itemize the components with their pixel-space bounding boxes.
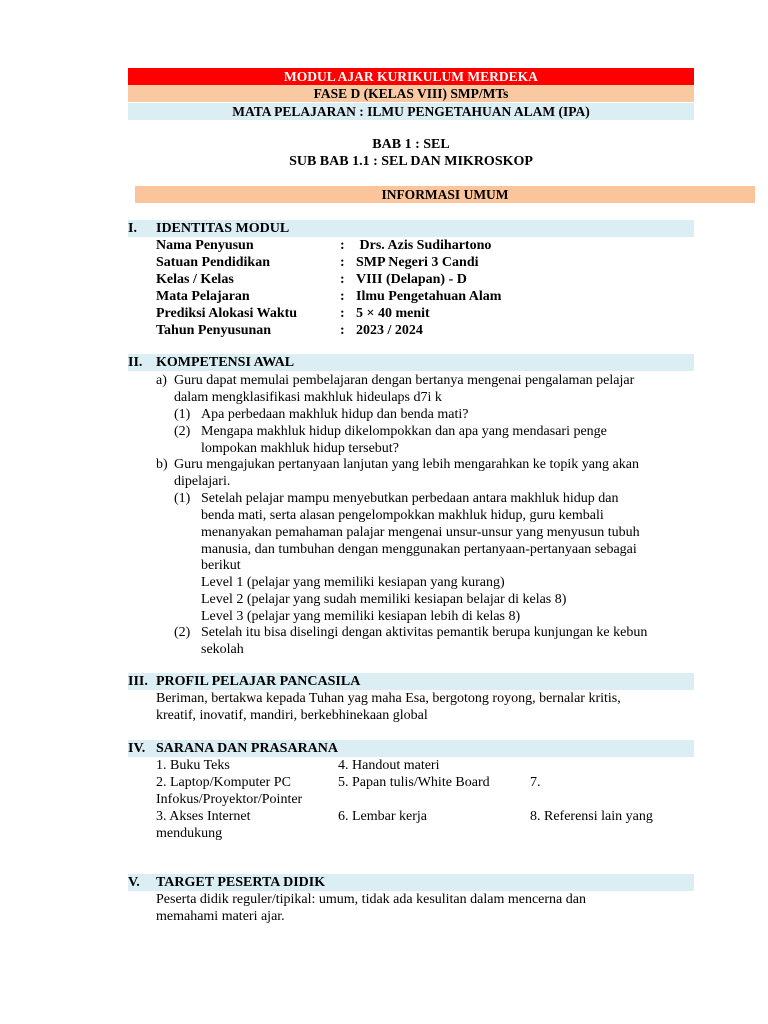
identity-value: 5 × 40 menit — [356, 306, 430, 321]
identity-sep: : — [340, 323, 345, 338]
facility-item: 2. Laptop/Komputer PC — [156, 775, 291, 790]
fase-label: FASE D (KELAS VIII) SMP/MTs — [313, 86, 509, 101]
facility-item: 8. Referensi lain yang — [530, 809, 653, 824]
paragraph-line: Guru mengajukan pertanyaan lanjutan yang lebih mengarahkan ke topik yang akan — [174, 457, 639, 472]
section-title-profil: PROFIL PELAJAR PANCASILA — [156, 674, 361, 689]
paragraph-line: lompokan makhluk hidup tersebut? — [201, 441, 399, 456]
facility-item: 1. Buku Teks — [156, 758, 230, 773]
identity-value: VIII (Delapan) - D — [356, 272, 467, 287]
identity-value: Ilmu Pengetahuan Alam — [356, 289, 502, 304]
section-number: II. — [128, 355, 143, 370]
list-marker: a) — [156, 373, 167, 388]
subject-banner — [128, 103, 694, 120]
identity-label: Nama Penyusun — [156, 238, 254, 253]
paragraph-line: benda mati, serta alasan pengelompokkan makhluk hidup, guru kembali — [201, 508, 604, 523]
level-item: Level 2 (pelajar yang sudah memiliki kesiapan belajar di kelas 8) — [201, 592, 567, 607]
list-marker: (2) — [174, 424, 191, 439]
paragraph-line: dipelajari. — [174, 474, 231, 489]
facility-item: 6. Lembar kerja — [338, 809, 428, 824]
paragraph-line: berikut — [201, 558, 241, 573]
section-title-target: TARGET PESERTA DIDIK — [156, 875, 326, 890]
module-title: MODUL AJAR KURIKULUM MERDEKA — [284, 69, 538, 84]
paragraph-line: Mengapa makhluk hidup dikelompokkan dan apa yang mendasari penge — [201, 424, 607, 439]
section-number: IV. — [128, 741, 146, 756]
identity-label: Mata Pelajaran — [156, 289, 250, 304]
identity-sep: : — [340, 306, 345, 321]
list-marker: b) — [156, 457, 168, 472]
list-marker: (1) — [174, 407, 191, 422]
module-title-banner — [128, 68, 694, 85]
section-number: I. — [128, 221, 137, 236]
identity-label: Kelas / Kelas — [156, 272, 234, 287]
section-title-sarana: SARANA DAN PRASARANA — [156, 741, 339, 756]
identity-sep: : — [340, 272, 345, 287]
facility-item: 3. Akses Internet — [156, 809, 251, 824]
level-item: Level 1 (pelajar yang memiliki kesiapan yang kurang) — [201, 575, 505, 590]
paragraph-line: Setelah itu bisa diselingi dengan aktivitas pemantik berupa kunjungan ke kebun — [201, 625, 648, 640]
list-marker: (2) — [174, 625, 191, 640]
fase-banner — [128, 85, 694, 102]
level-item: Level 3 (pelajar yang memiliki kesiapan lebih di kelas 8) — [201, 609, 521, 624]
paragraph-line: Guru dapat memulai pembelajaran dengan bertanya mengenai pengalaman pelajar — [174, 373, 635, 388]
identity-sep: : — [340, 238, 345, 253]
chapter-title: BAB 1 : SEL — [372, 137, 450, 152]
facility-item: 5. Papan tulis/White Board — [338, 775, 490, 790]
identity-value: Drs. Azis Sudihartono — [356, 238, 492, 253]
paragraph-line: menanyakan pemahaman palajar mengenai unsur-unsur yang menyusun tubuh — [201, 525, 640, 540]
paragraph-line: Apa perbedaan makhluk hidup dan benda mati? — [201, 407, 469, 422]
identity-label: Prediksi Alokasi Waktu — [156, 306, 298, 321]
section-title-identitas: IDENTITAS MODUL — [156, 221, 290, 236]
paragraph-line: Beriman, bertakwa kepada Tuhan yag maha Esa, bergotong royong, bernalar kritis, — [156, 691, 621, 706]
facility-item: 4. Handout materi — [338, 758, 440, 773]
section-number: V. — [128, 875, 140, 890]
paragraph-line: Peserta didik reguler/tipikal: umum, tidak ada kesulitan dalam mencerna dan — [156, 892, 586, 907]
paragraph-line: manusia, dan tumbuhan dengan menggunakan pertanyaan-pertanyaan sebagai — [201, 542, 637, 557]
identity-value: SMP Negeri 3 Candi — [356, 255, 479, 270]
facility-item: mendukung — [156, 826, 223, 841]
paragraph-line: kreatif, inovatif, mandiri, berkebhinekaan global — [156, 708, 428, 723]
identity-sep: : — [340, 289, 345, 304]
general-info-banner — [135, 186, 755, 203]
paragraph-line: sekolah — [201, 642, 244, 657]
section-title-kompetensi: KOMPETENSI AWAL — [156, 355, 295, 370]
facility-item: 7. — [530, 775, 541, 790]
subject-label: MATA PELAJARAN : ILMU PENGETAHUAN ALAM (IPA) — [232, 104, 590, 119]
paragraph-line: Setelah pelajar mampu menyebutkan perbedaan antara makhluk hidup dan — [201, 491, 619, 506]
paragraph-line: memahami materi ajar. — [156, 909, 285, 924]
general-info-label: INFORMASI UMUM — [381, 187, 509, 202]
section-number: III. — [128, 674, 148, 689]
list-marker: (1) — [174, 491, 191, 506]
subchapter-title: SUB BAB 1.1 : SEL DAN MIKROSKOP — [289, 154, 533, 169]
paragraph-line: dalam mengklasifikasi makhluk hideulaps d7i k — [174, 390, 442, 405]
identity-sep: : — [340, 255, 345, 270]
identity-value: 2023 / 2024 — [356, 323, 423, 338]
facility-item: Infokus/Proyektor/Pointer — [156, 792, 303, 807]
identity-label: Satuan Pendidikan — [156, 255, 270, 270]
identity-label: Tahun Penyusunan — [156, 323, 272, 338]
